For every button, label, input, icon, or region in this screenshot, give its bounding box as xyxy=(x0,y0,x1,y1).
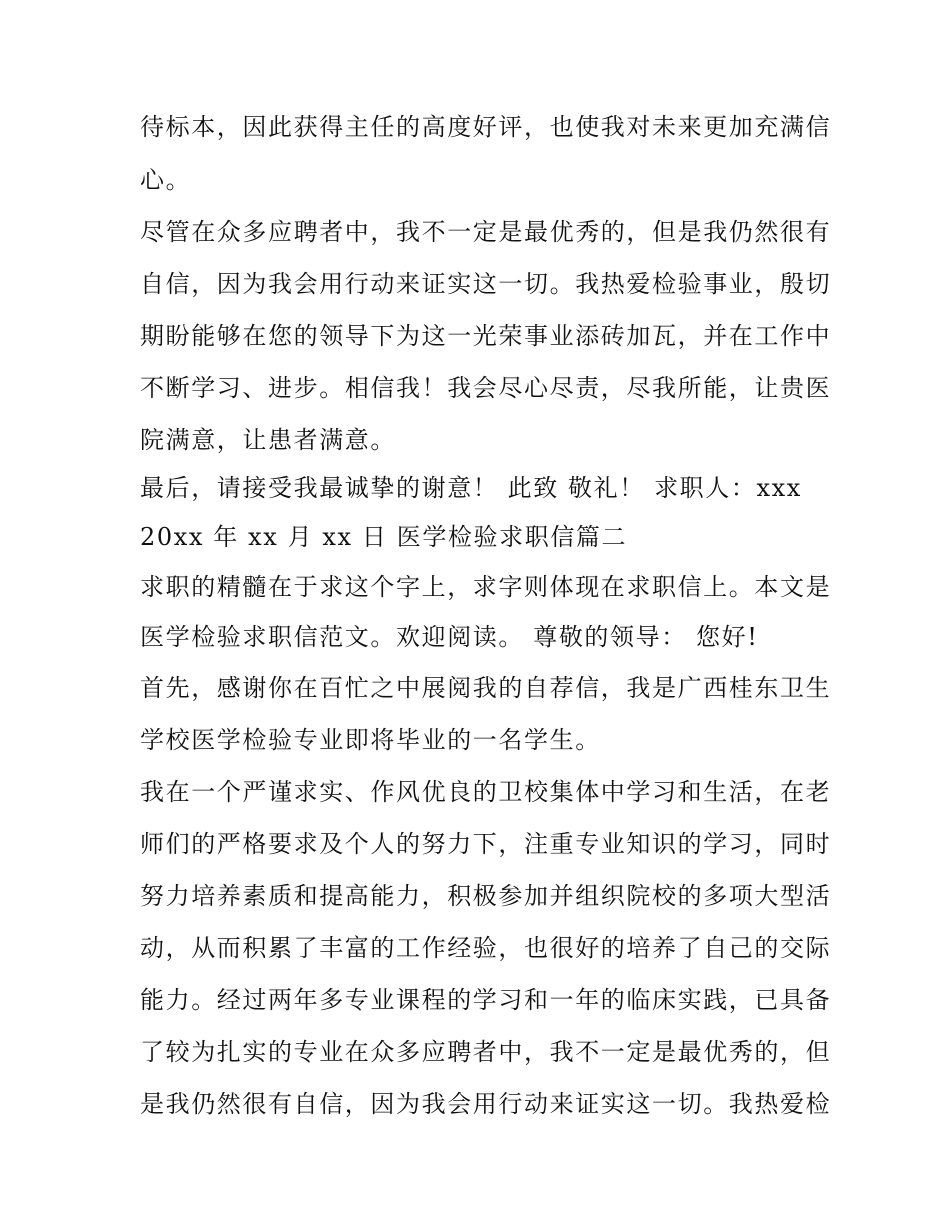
text-line: 努力培养素质和提高能力，积极参加并组织院校的多项大型活 xyxy=(140,882,832,910)
text-line: 动，从而积累了丰富的工作经验，也很好的培养了自己的交际 xyxy=(140,934,832,962)
text-line: 院满意，让患者满意。 xyxy=(140,426,396,454)
text-line: 不断学习、进步。相信我！我会尽心尽责，尽我所能，让贵医 xyxy=(140,374,832,402)
text-line: 我在一个严谨求实、作风优良的卫校集体中学习和生活，在老 xyxy=(140,778,832,806)
text-line: 首先，感谢你在百忙之中展阅我的自荐信，我是广西桂东卫生 xyxy=(140,674,832,702)
text-line: 了较为扎实的专业在众多应聘者中，我不一定是最优秀的，但 xyxy=(140,1038,832,1066)
text-line: 学校医学检验专业即将毕业的一名学生。 xyxy=(140,726,601,754)
text-line: 尽管在众多应聘者中，我不一定是最优秀的，但是我仍然很有 xyxy=(140,218,832,246)
text-line: 是我仍然很有自信，因为我会用行动来证实这一切。我热爱检 xyxy=(140,1090,832,1118)
text-line: 能力。经过两年多专业课程的学习和一年的临床实践，已具备 xyxy=(140,986,832,1014)
text-line: 期盼能够在您的领导下为这一光荣事业添砖加瓦，并在工作中 xyxy=(140,322,832,350)
text-line: 自信，因为我会用行动来证实这一切。我热爱检验事业，殷切 xyxy=(140,270,832,298)
text-line: 医学检验求职信范文。欢迎阅读。 尊敬的领导： 您好! xyxy=(140,623,759,651)
text-line: 最后，请接受我最诚挚的谢意！ 此致 敬礼！ 求职人：xxx xyxy=(140,474,802,502)
text-line: 心。 xyxy=(140,166,192,194)
text-line: 求职的精髓在于求这个字上，求字则体现在求职信上。本文是 xyxy=(140,573,832,601)
text-line: 师们的严格要求及个人的努力下，注重专业知识的学习，同时 xyxy=(140,830,832,858)
text-line: 待标本，因此获得主任的高度好评，也使我对未来更加充满信 xyxy=(140,113,832,141)
text-line: 20xx 年 xx 月 xx 日 医学检验求职信篇二 xyxy=(140,523,628,551)
